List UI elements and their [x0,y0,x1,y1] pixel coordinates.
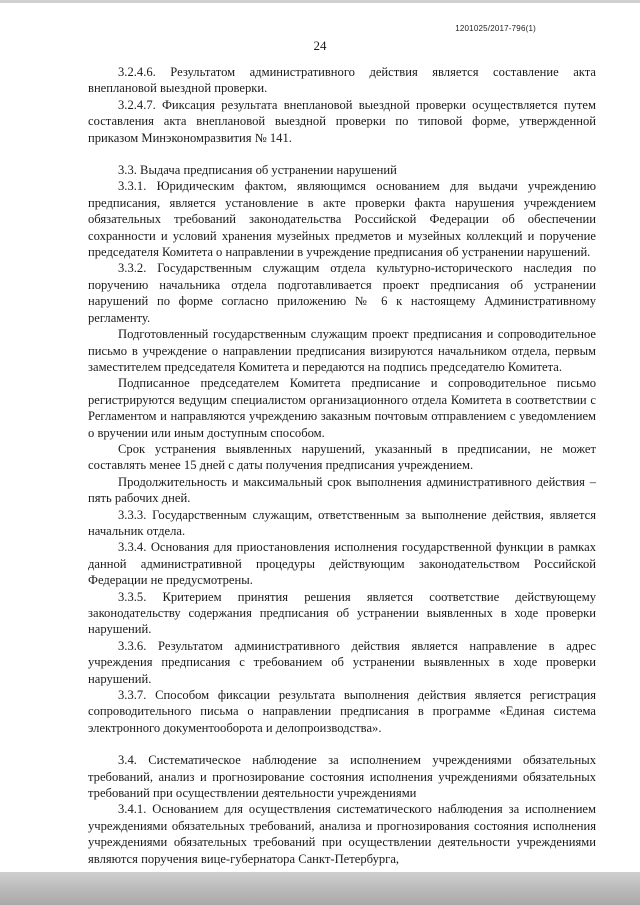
scan-edge-bottom [0,872,640,905]
paragraph-draft-approval: Подготовленный государственным служащим проект предписания и сопроводительное письмо в учреждение о направлении предписания визируются начальником отдела, первым заместителем председателя Комитета и передаются на подпись председателю Комитета. [88,327,596,374]
paragraph-3-3-5: 3.3.5. Критерием принятия решения является соответствие действующему законодательству содержания предписания об устранении выявленных в ходе проверки нарушений. [88,589,596,637]
paragraph-deadline: Срок устранения выявленных нарушений, указанный в предписании, не может составлять менее 15 дней с даты получения предписания учреждением. [88,441,596,473]
section-heading-3-3: 3.3. Выдача предписания об устранении нарушений [118,163,397,178]
paragraph-3-3-1: 3.3.1. Юридическим фактом, являющимся основанием для выдачи учреждению предписания, является установление в акте проверки факта нарушения учреждением обязательных требований законодательства Российской Федерации об обеспечении сохранности и условий хранения музейных предметов и музейных коллекций и поручение председателя Комитета о направлении в учреждение предписания об устранении нарушений. [88,179,596,260]
paragraph-3-2-4-6: 3.2.4.6. Результатом административного действия является составление акта внеплановой выездной проверки. [88,65,596,96]
paragraph-duration: Продолжительность и максимальный срок выполнения административного действия – пять рабочих дней. [88,474,596,506]
paragraph-3-4-1: 3.4.1. Основанием для осуществления систематического наблюдения за исполнением учреждениями обязательных требований, анализа и прогнозирования состояния исполнения учреждениями обязательных требований при осуществлении деятельности учреждениями являются поручения вице-губернатора Санкт-Петербурга, [88,802,596,866]
paragraph-3-3-6: 3.3.6. Результатом административного действия является направление в адрес учреждения предписания с требованием об устранении выявленных в ходе проверки нарушений. [88,638,596,686]
paragraph-registration: Подписанное председателем Комитета предписание и сопроводительное письмо регистрируются ведущим специалистом организационного отдела Комитета в соответствии с Регламентом и направляются учреждению заказным почтовым отправлением с уведомлением о вручении или иным доступным способом. [88,376,596,440]
page-number: 24 [313,38,327,53]
paragraph-3-3-7: 3.3.7. Способом фиксации результата выполнения действия является регистрация сопроводительного письма о направлении предписания в программе «Единая система электронного документооборота и делопроизводства». [88,688,596,735]
paragraph-3-2-4-7: 3.2.4.7. Фиксация результата внеплановой выездной проверки осуществляется путем составления акта внеплановой выездной проверки по типовой форме, утвержденной приказом Минэкономразвития № 141. [88,97,596,145]
section-heading-3-4: 3.4. Систематическое наблюдение за исполнением учреждениями обязательных требований, анализ и прогнозирование состояния исполнения учреждениями обязательных требований при осуществлении деятельности учреждениями [88,753,596,801]
scan-edge-top [0,0,640,3]
paragraph-3-3-2: 3.3.2. Государственным служащим отдела культурно-исторического наследия по поручению начальника отдела подготавливается проект предписания об устранении нарушений по форме согласно приложению № 6 к настоящему Административному регламенту. [88,261,596,325]
document-number: 1201025/2017-796(1) [455,24,536,33]
paragraph-3-3-4: 3.3.4. Основания для приостановления исполнения государственной функции в рамках данной административной процедуры действующим законодательством Российской Федерации не предусмотрены. [88,540,596,588]
paragraph-3-3-3: 3.3.3. Государственным служащим, ответственным за выполнение действия, является начальник отдела. [88,507,596,538]
document-body [88,64,596,867]
